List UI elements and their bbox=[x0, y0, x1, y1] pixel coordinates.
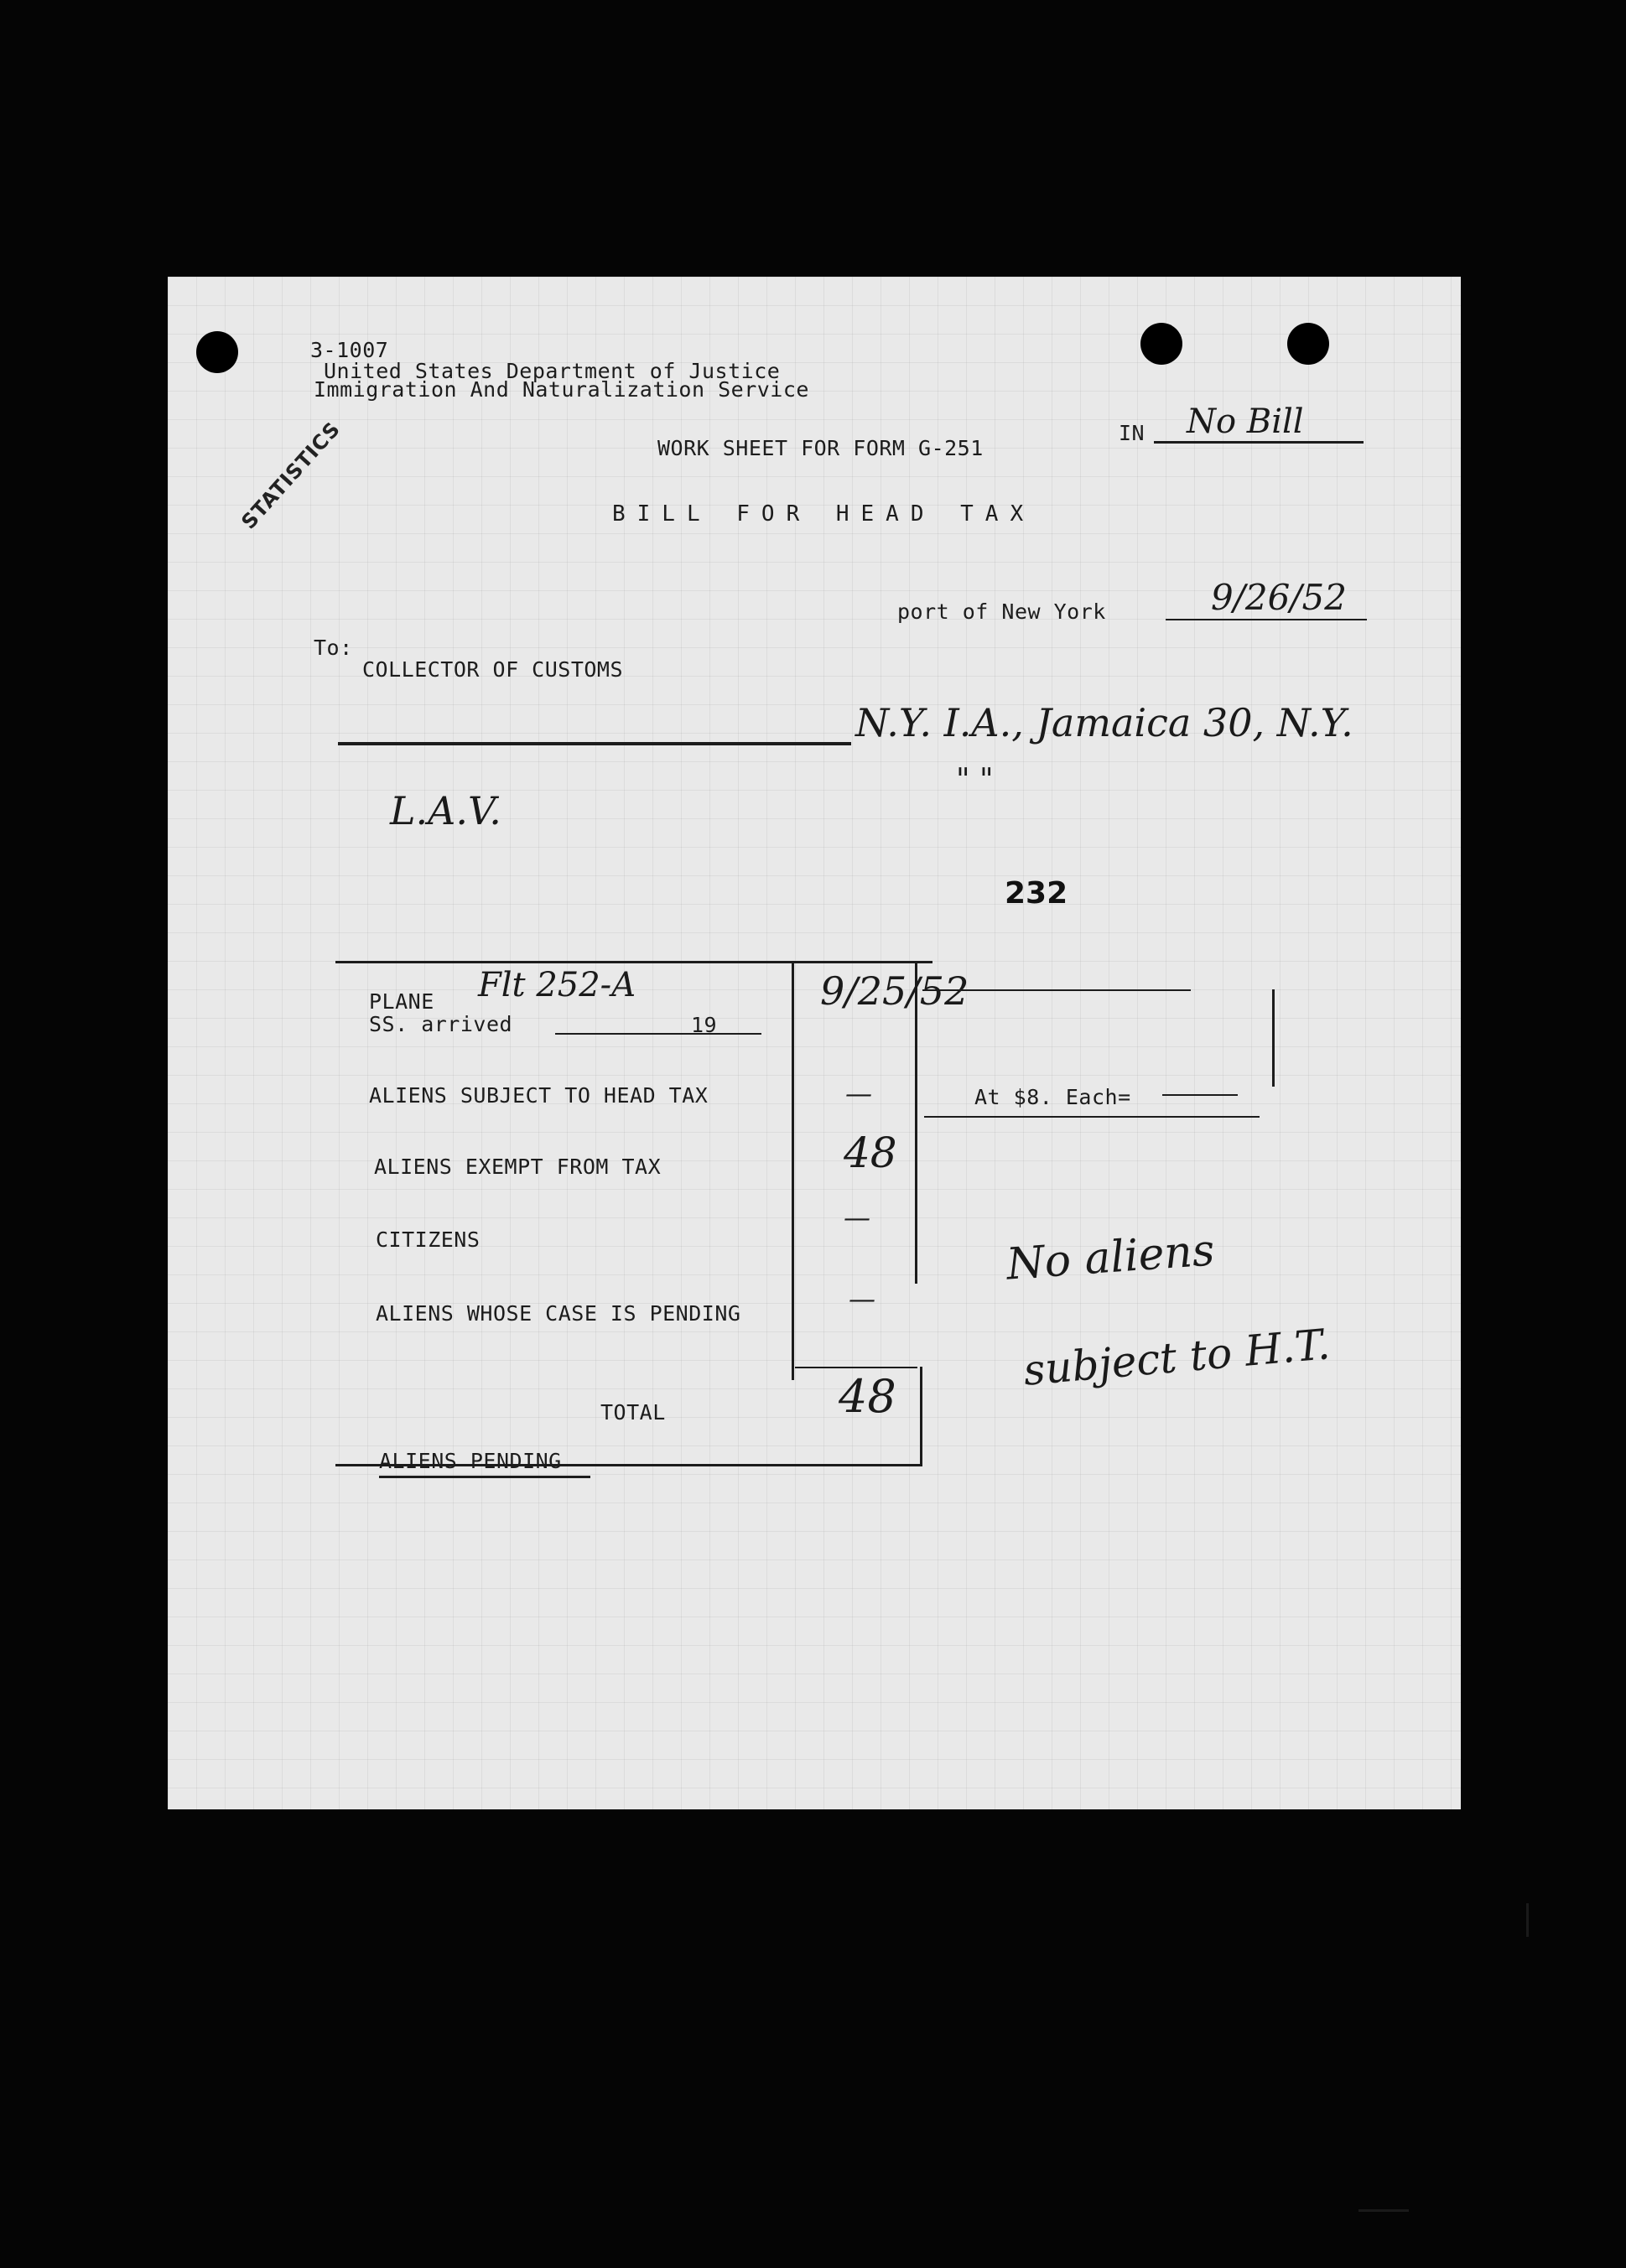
rate-box-bottom bbox=[924, 1116, 1260, 1118]
plane-value: Flt 252-A bbox=[478, 966, 636, 1004]
location-ditto: " " bbox=[956, 763, 994, 797]
rate-text: At $8. Each= bbox=[974, 1085, 1131, 1109]
form-code: 3-1007 bbox=[310, 338, 389, 362]
port-date: 9/26/52 bbox=[1211, 577, 1347, 618]
worksheet-label: WORK SHEET FOR FORM G-251 bbox=[657, 436, 984, 460]
punch-hole bbox=[1140, 323, 1182, 365]
stamp-number: 232 bbox=[1005, 876, 1068, 911]
pending-value: — bbox=[849, 1283, 875, 1315]
frame-scratch bbox=[1526, 1903, 1529, 1937]
column-right-lower-rule bbox=[920, 1367, 922, 1466]
document-page bbox=[168, 277, 1461, 1809]
column-left-rule bbox=[792, 961, 794, 1380]
clerk-initials: L.A.V. bbox=[390, 788, 501, 833]
location-line: N.Y. I.A., Jamaica 30, N.Y. bbox=[855, 700, 1353, 745]
in-value: No Bill bbox=[1187, 402, 1304, 441]
statistics-stamp: STATISTICS bbox=[236, 417, 345, 534]
arrived-year: 19 bbox=[691, 1013, 718, 1037]
arrived-underline bbox=[555, 1033, 761, 1035]
port-label: port of New York bbox=[897, 599, 1106, 624]
service-name: Immigration And Naturalization Service bbox=[314, 377, 809, 402]
pending-label: ALIENS WHOSE CASE IS PENDING bbox=[376, 1301, 741, 1326]
punch-hole bbox=[196, 331, 238, 373]
table-top-rule bbox=[335, 961, 932, 963]
in-underline bbox=[1154, 441, 1364, 444]
arrived-label: SS. arrived bbox=[369, 1012, 513, 1036]
aliens-pending: ALIENS PENDING bbox=[379, 1449, 562, 1473]
department-name: United States Department of Justice bbox=[324, 359, 781, 383]
to-label: To: bbox=[314, 636, 353, 660]
note-line-2: subject to H.T. bbox=[1021, 1320, 1332, 1395]
rate-dash bbox=[1162, 1094, 1238, 1096]
in-label: IN bbox=[1119, 421, 1145, 445]
subject-label: ALIENS SUBJECT TO HEAD TAX bbox=[369, 1083, 709, 1108]
collector-of-customs: COLLECTOR OF CUSTOMS bbox=[362, 657, 624, 682]
arrived-date: 9/25/52 bbox=[820, 968, 969, 1014]
frame-scratch bbox=[1358, 2209, 1409, 2212]
subject-value: — bbox=[845, 1077, 872, 1109]
total-value: 48 bbox=[839, 1370, 896, 1423]
aliens-pending-underline bbox=[379, 1476, 590, 1478]
rate-box-right bbox=[1272, 989, 1275, 1087]
port-date-underline bbox=[1166, 619, 1367, 620]
collector-underline bbox=[338, 742, 851, 745]
punch-hole bbox=[1287, 323, 1329, 365]
bill-title: BILL FOR HEAD TAX bbox=[612, 501, 1036, 527]
note-line-1: No aliens bbox=[1005, 1225, 1217, 1290]
exempt-label: ALIENS EXEMPT FROM TAX bbox=[374, 1155, 662, 1179]
exempt-value: 48 bbox=[844, 1129, 897, 1177]
total-top-rule bbox=[795, 1367, 917, 1368]
plane-label: PLANE bbox=[369, 989, 434, 1014]
total-label: TOTAL bbox=[600, 1400, 666, 1425]
citizens-value: — bbox=[844, 1201, 870, 1233]
citizens-label: CITIZENS bbox=[376, 1227, 481, 1252]
